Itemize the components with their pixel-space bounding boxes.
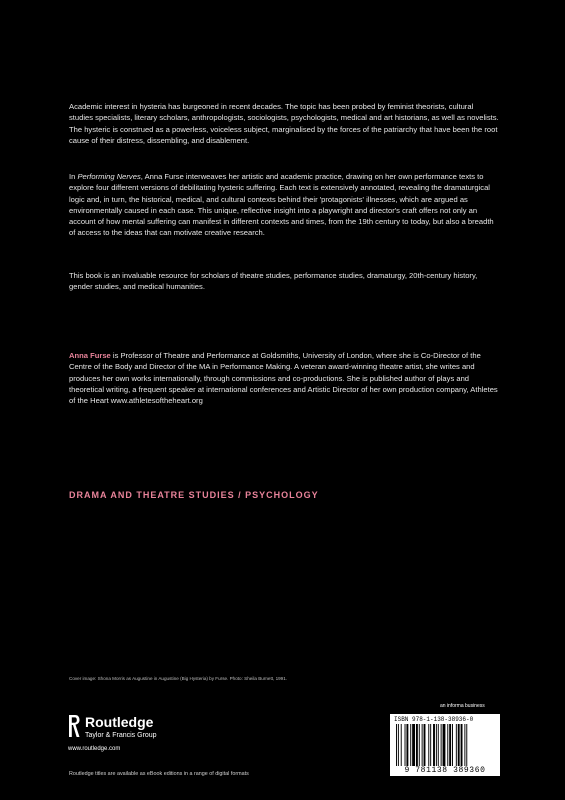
publisher-group: Taylor & Francis Group: [85, 732, 157, 739]
barcode-bar: [422, 724, 423, 766]
barcode-bar: [406, 724, 408, 766]
barcode-bar: [398, 724, 399, 766]
barcode-bar: [438, 724, 439, 766]
barcode-bars: [394, 724, 496, 766]
publisher-logo: [68, 714, 238, 758]
barcode-bar: [416, 724, 418, 766]
barcode-bar: [436, 724, 437, 766]
barcode-bar: [405, 724, 406, 766]
barcode-bar: [447, 724, 448, 766]
blurb-paragraph-3: [69, 270, 499, 293]
barcode-digits: 9 781138 389360: [404, 766, 486, 775]
routledge-r-icon: [68, 714, 80, 738]
barcode-bar: [449, 724, 451, 766]
barcode-bar: [396, 724, 397, 766]
author-bio-text: is Professor of Theatre and Performance at Goldsmiths, University of London, where she is Co-Director of the Centre of the Body and Director of the MA in Performance Making. A veteran award-winning theatre artist, she writes and produces her own works internationally, through commissions and co-productions. She is published author of plays and theoretical writing, a frequent speaker at international conferences and Artistic Director of her own production company, Athletes of the Heart www.athletesoftheheart.org: [69, 351, 498, 406]
blurb-intro: In: [69, 172, 78, 181]
barcode-bar: [443, 724, 446, 766]
barcode-bar: [452, 724, 453, 766]
ebook-note: Routledge titles are available as eBook editions in a range of digital formats: [69, 771, 249, 777]
barcode-bar: [401, 724, 402, 766]
blurb-text: Academic interest in hysteria has burgeoned in recent decades. The topic has been probed by feminist theorists, cultural studies specialists, literary scholars, anthropologists, sociologists, psychologists, medical and art historians, as well as novelists. The hysteric is construed as a powerless, voiceless subject, marginalised by the forces of the patriarchy that have been the root cause of their distress, dissembling, and disablement.: [69, 102, 499, 145]
barcode-bar: [410, 724, 411, 766]
blurb-text: , Anna Furse interweaves her artistic and academic practice, drawing on her own performance texts to explore four different versions of debilitating hysteric suffering. Each text is extensively annotated, revealing the dramaturgical logic and, in turn, the historical, medical, and cultural contexts behind their 'protagonists' illnesses, which are argued as environmentally caused in each case. This unique, reflective insight into a playwright and director's craft offers not only an account of how mental suffering can manifest in different contexts and times, from the 19th century to today, but also a breadth of access to the ideas that can motivate creative research.: [69, 172, 494, 238]
barcode-bar: [430, 724, 431, 766]
barcode-bar: [419, 724, 420, 766]
informa-imprint: an informa business: [440, 703, 485, 709]
barcode-bar: [458, 724, 460, 766]
isbn-label: ISBN 978-1-138-38936-0: [394, 716, 474, 723]
book-title: Performing Nerves: [77, 172, 141, 181]
blurb-paragraph-2: [69, 171, 499, 239]
publisher-url: www.routledge.com: [68, 746, 121, 752]
cover-image-credit: Cover image: Shona Morris as Augustine in Augustine (Big Hysteria) by Furse. Photo: Sheila Burnett, 1991.: [69, 676, 288, 681]
publisher-name: Routledge: [85, 714, 154, 730]
barcode-bar: [441, 724, 442, 766]
barcode-bar: [464, 724, 465, 766]
barcode-bar: [433, 724, 435, 766]
author-name: Anna Furse: [69, 351, 111, 360]
barcode-bar: [456, 724, 457, 766]
blurb-text: This book is an invaluable resource for scholars of theatre studies, performance studies, dramaturgy, 20th-century history, gender studies, and medical humanities.: [69, 271, 478, 292]
author-bio: [69, 350, 499, 406]
isbn-barcode: [390, 714, 500, 776]
barcode-bar: [424, 724, 426, 766]
barcode-bar: [428, 724, 429, 766]
blurb-paragraph-1: [69, 101, 499, 146]
barcode-bar: [466, 724, 467, 766]
subject-category: DRAMA AND THEATRE STUDIES / PSYCHOLOGY: [69, 490, 319, 500]
barcode-bar: [412, 724, 415, 766]
barcode-bar: [461, 724, 463, 766]
